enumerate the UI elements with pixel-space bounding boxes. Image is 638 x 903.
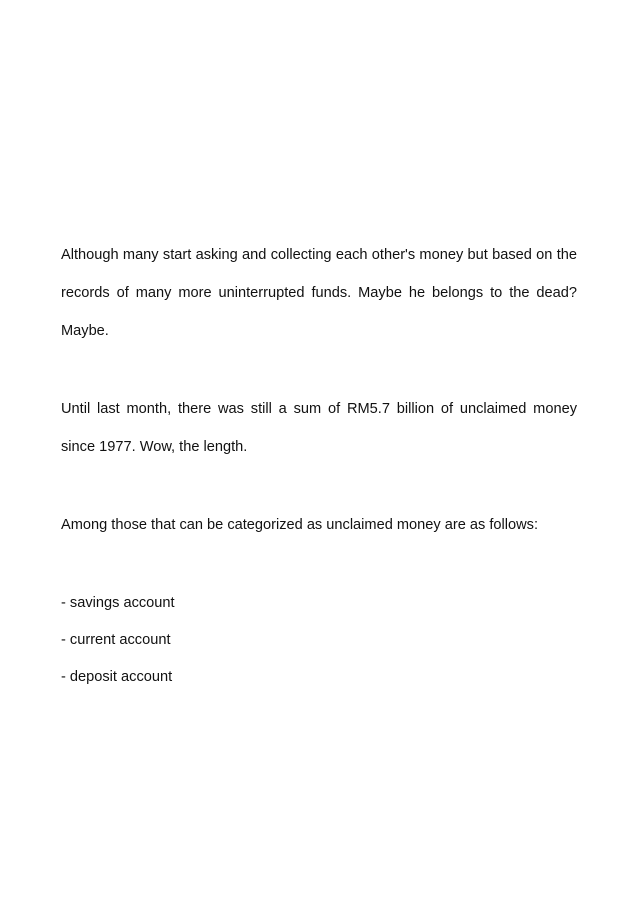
list-item-current-account: - current account: [61, 632, 171, 648]
document-body: [61, 236, 577, 696]
paragraph-unclaimed-sum: Until last month, there was still a sum of RM5.7 billion of unclaimed money since 1977. Wow, the length.: [61, 401, 577, 455]
paragraph-funds-records: Although many start asking and collecting each other's money but based on the records of many more uninterrupted funds. Maybe he belongs to the dead? Maybe.: [61, 247, 577, 339]
paragraph-categories-intro: Among those that can be categorized as unclaimed money are as follows:: [61, 517, 538, 533]
list-item-savings-account: - savings account: [61, 595, 175, 611]
list-item-deposit-account: - deposit account: [61, 669, 173, 685]
account-type-list: [61, 585, 577, 696]
